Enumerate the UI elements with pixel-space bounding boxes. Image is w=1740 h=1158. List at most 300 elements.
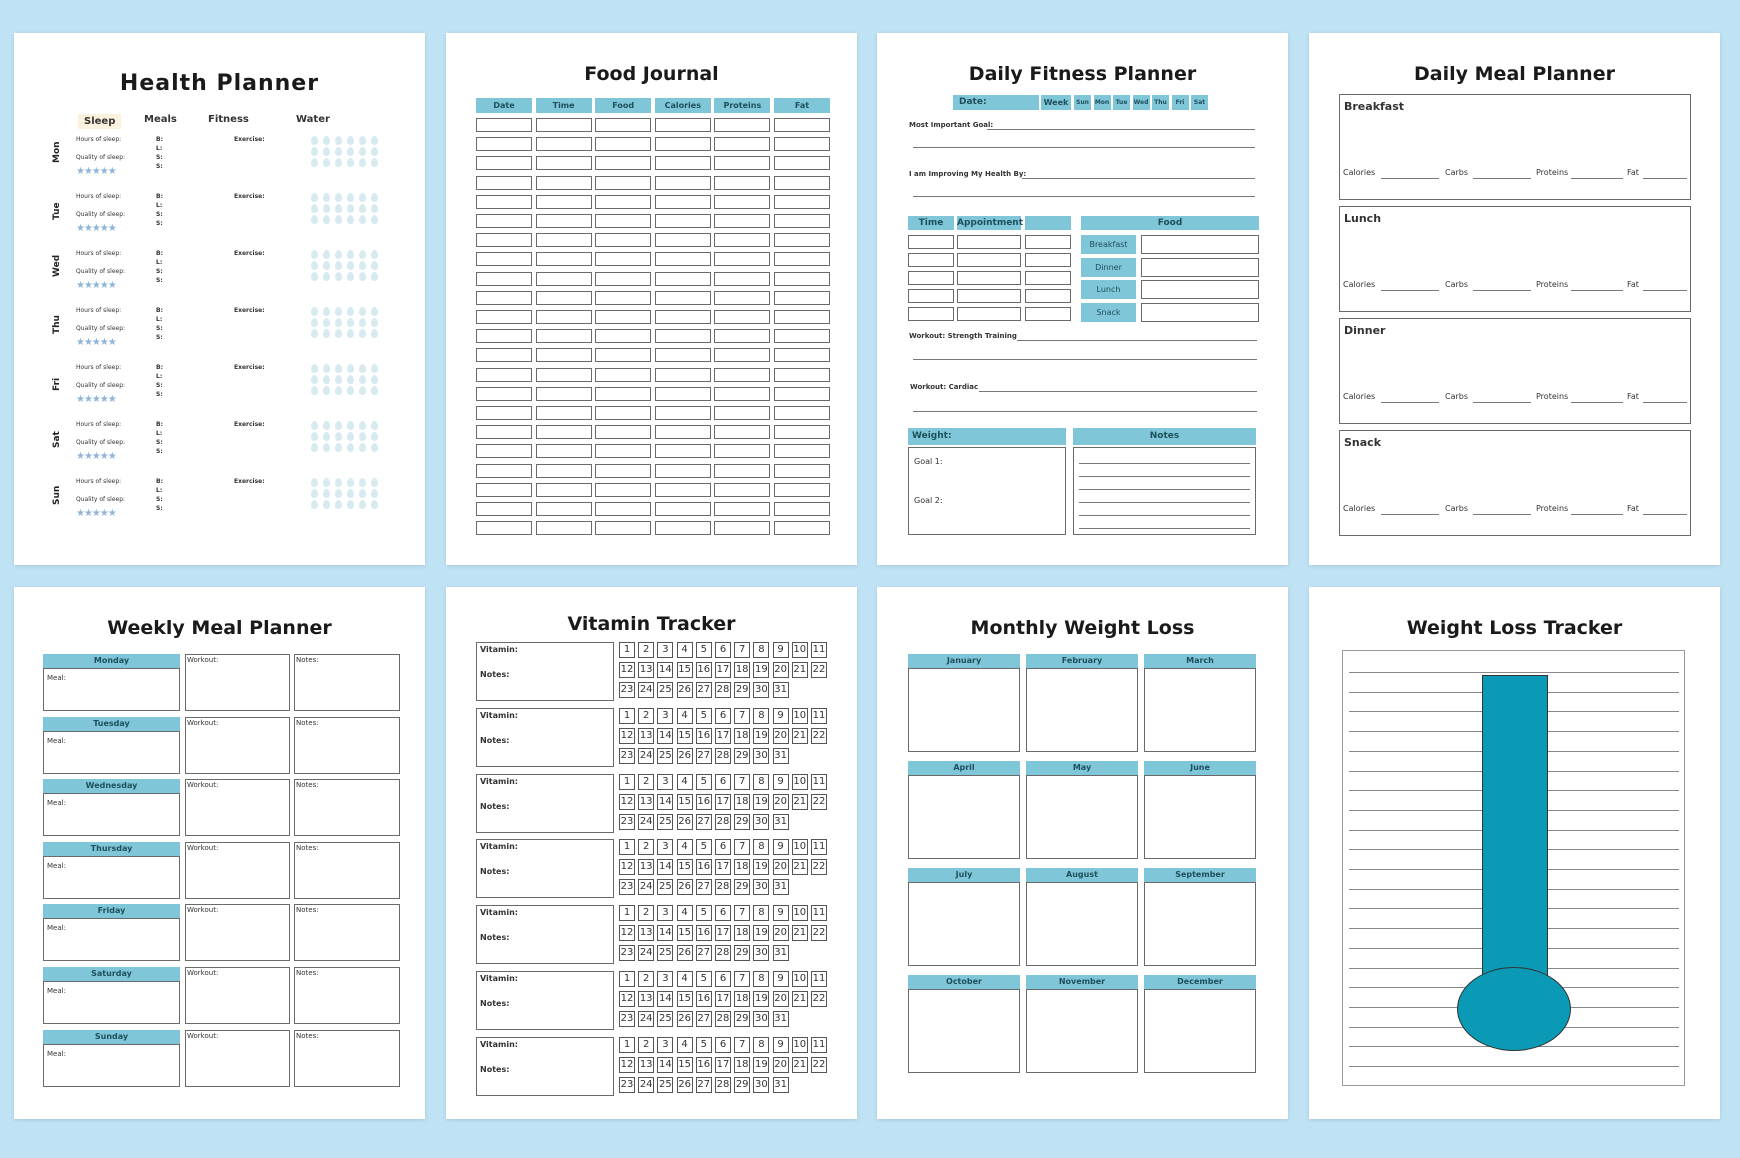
water-drop-icon [323,421,330,430]
day-cell: 18 [734,925,750,941]
water-drop-icon [323,364,330,373]
table-cell [595,118,651,132]
water-drop-icon [311,307,318,316]
weekday-cell: Tue [1113,95,1130,110]
water-drop-icon [371,215,378,224]
water-drop-icon [347,204,354,213]
strength-label: Workout: Strength Training [909,332,1017,340]
water-drop-icon [335,500,342,509]
extra-cell [1025,307,1071,321]
water-drop-icon [359,443,366,452]
day-header: Thursday [43,842,180,856]
proteins-label: Proteins [1536,392,1569,401]
table-cell [655,233,711,247]
monthly-weight-page [877,587,1288,1119]
calories-line [1381,290,1439,291]
day-cell: 4 [677,642,693,658]
day-cell: 1 [619,642,635,658]
table-cell [714,464,770,478]
day-cell: 18 [734,662,750,678]
day-cell: 28 [715,1011,731,1027]
table-cell [714,252,770,266]
table-cell [655,406,711,420]
table-cell [595,329,651,343]
meal-title: Dinner [1344,324,1386,337]
meal-label: B: [156,193,163,200]
day-cell: 10 [792,905,808,921]
goal-line-2 [913,147,1255,148]
table-cell [774,521,830,535]
water-drop-icon [347,272,354,281]
day-cell: 1 [619,839,635,855]
meal-label: S: [156,334,163,341]
day-cell: 3 [657,839,673,855]
quality-label: Quality of sleep: [76,268,126,275]
weight-label: Weight: [912,431,952,441]
water-drop-icon [359,204,366,213]
workout-label: Workout: [187,1031,219,1040]
day-cell: 1 [619,971,635,987]
meal-label: Dinner [1081,258,1136,277]
month-box [1144,989,1256,1073]
table-cell [595,252,651,266]
table-cell [536,272,592,286]
table-cell [714,291,770,305]
table-cell [655,425,711,439]
column-header: Water [296,114,330,125]
table-cell [655,329,711,343]
water-drop-icon [311,375,318,384]
day-cell: 21 [792,1057,808,1073]
meal-label: S: [156,268,163,275]
notes-box [1073,447,1256,535]
day-cell: 16 [696,662,712,678]
table-cell [655,118,711,132]
rating-stars: ★★★★★ [76,166,116,177]
proteins-line [1571,402,1623,403]
water-drop-icon [347,261,354,270]
table-cell [714,425,770,439]
day-cell: 5 [696,971,712,987]
appointment-cell [957,271,1021,285]
day-cell: 14 [657,859,673,875]
table-cell [655,214,711,228]
water-drop-icon [335,478,342,487]
day-cell: 15 [677,662,693,678]
water-drop-icon [335,375,342,384]
water-drop-icon [359,386,366,395]
water-drop-icon [347,329,354,338]
day-cell: 24 [638,682,654,698]
date-header [953,95,1039,110]
table-cell [536,521,592,535]
water-drop-icon [347,500,354,509]
thermometer-tube [1482,675,1548,999]
notes-label: Notes: [296,969,319,977]
goal2-label: Goal 2: [914,496,943,505]
carbs-line [1473,402,1531,403]
meal-label: S: [156,325,163,332]
carbs-label: Carbs [1445,168,1469,177]
workout-label: Workout: [187,781,219,790]
table-cell [595,387,651,401]
month-box [1026,882,1138,966]
table-cell [536,252,592,266]
day-cell: 31 [773,879,789,895]
water-drop-icon [359,272,366,281]
table-cell [714,272,770,286]
water-drop-icon [335,329,342,338]
table-cell [536,291,592,305]
table-cell [536,233,592,247]
water-drop-icon [335,215,342,224]
day-cell: 1 [619,905,635,921]
table-cell [774,329,830,343]
time-cell [908,289,954,303]
table-cell [595,406,651,420]
water-drop-icon [311,272,318,281]
day-cell: 21 [792,728,808,744]
time-cell [908,307,954,321]
table-cell [536,483,592,497]
weekday-cell: Thu [1152,95,1169,110]
day-cell: 29 [734,1077,750,1093]
workout-label: Workout: [187,906,219,915]
improving-line-2 [913,196,1255,197]
calories-label: Calories [1343,504,1376,513]
table-cell [655,502,711,516]
hours-label: Hours of sleep: [76,478,122,485]
page-title: Weekly Meal Planner [107,617,332,639]
day-cell: 18 [734,728,750,744]
tracker-line [1349,1066,1679,1067]
vitamin-notes-label: Notes: [480,933,510,943]
water-drop-icon [371,204,378,213]
meal-label: B: [156,421,163,428]
meal-label: L: [156,202,163,209]
table-cell [774,483,830,497]
day-cell: 28 [715,682,731,698]
vitamin-label: Vitamin: [480,908,518,918]
page-title: Weight Loss Tracker [1406,617,1623,639]
day-cell: 21 [792,662,808,678]
vitamin-label: Vitamin: [480,1039,518,1049]
water-drop-icon [347,158,354,167]
day-cell: 9 [773,642,789,658]
month-header: January [908,654,1020,668]
day-cell: 5 [696,905,712,921]
water-drop-icon [347,478,354,487]
day-cell: 31 [773,814,789,830]
table-cell [655,483,711,497]
water-drop-icon [347,193,354,202]
day-cell: 27 [696,748,712,764]
water-drop-icon [335,158,342,167]
table-cell [774,310,830,324]
day-cell: 4 [677,971,693,987]
day-cell: 8 [753,774,769,790]
day-header: Sunday [43,1030,180,1044]
day-cell: 9 [773,774,789,790]
day-cell: 30 [753,748,769,764]
table-cell [476,233,532,247]
day-cell: 20 [773,1057,789,1073]
water-drop-icon [311,421,318,430]
water-drop-icon [371,489,378,498]
date-label: Date: [959,97,987,107]
day-cell: 29 [734,748,750,764]
meal-cell [1141,235,1259,254]
day-cell: 21 [792,794,808,810]
day-cell: 17 [715,859,731,875]
day-cell: 18 [734,794,750,810]
table-cell [774,425,830,439]
month-header: October [908,975,1020,989]
day-cell: 27 [696,814,712,830]
day-cell: 1 [619,1037,635,1053]
day-cell: 29 [734,682,750,698]
time-cell [908,271,954,285]
water-drop-icon [359,250,366,259]
water-drop-icon [359,215,366,224]
water-drop-icon [359,158,366,167]
table-header: Fat [774,98,830,113]
meal-label: B: [156,364,163,371]
extra-cell [1025,235,1071,249]
month-header: August [1026,868,1138,882]
day-cell: 15 [677,1057,693,1073]
day-header: Saturday [43,967,180,981]
meal-label: L: [156,430,163,437]
day-cell: 7 [734,774,750,790]
appointment-cell [957,289,1021,303]
water-drop-icon [335,307,342,316]
day-cell: 14 [657,991,673,1007]
notes-line [1079,515,1250,516]
day-cell: 5 [696,642,712,658]
day-cell: 3 [657,642,673,658]
water-drop-icon [311,215,318,224]
vitamin-label: Vitamin: [480,645,518,654]
weekday-cell: Fri [1172,95,1189,110]
quality-label: Quality of sleep: [76,325,126,332]
water-drop-icon [311,364,318,373]
table-cell [774,252,830,266]
table-cell [595,444,651,458]
day-cell: 12 [619,728,635,744]
day-cell: 25 [657,748,673,764]
day-cell: 6 [715,642,731,658]
day-label: Wed [52,254,62,277]
table-cell [774,348,830,362]
calories-line [1381,402,1439,403]
table-cell [655,252,711,266]
day-cell: 16 [696,859,712,875]
day-header: Monday [43,654,180,668]
blank-header [1025,216,1071,230]
vitamin-notes-label: Notes: [480,670,510,679]
day-cell: 14 [657,728,673,744]
meal-title: Lunch [1344,212,1382,225]
table-cell [476,176,532,190]
day-cell: 29 [734,879,750,895]
water-drop-icon [311,250,318,259]
table-cell [595,368,651,382]
water-drop-icon [323,329,330,338]
weekday-cell: Sun [1074,95,1091,110]
goal-label: Most Important Goal: [909,121,994,129]
day-cell: 31 [773,1011,789,1027]
water-drop-icon [335,421,342,430]
day-cell: 17 [715,662,731,678]
day-cell: 19 [753,794,769,810]
proteins-line [1571,178,1623,179]
day-cell: 6 [715,839,731,855]
day-label: Fri [52,377,62,391]
water-drop-icon [347,147,354,156]
day-cell: 30 [753,945,769,961]
notes-line [1079,476,1250,477]
table-cell [536,406,592,420]
day-cell: 19 [753,662,769,678]
table-cell [655,195,711,209]
day-cell: 23 [619,945,635,961]
water-drop-icon [323,386,330,395]
meal-title: Breakfast [1344,100,1405,113]
meal-label: S: [156,391,163,398]
hours-label: Hours of sleep: [76,421,122,428]
day-cell: 7 [734,708,750,724]
water-drop-icon [323,432,330,441]
day-cell: 3 [657,971,673,987]
day-cell: 21 [792,991,808,1007]
quality-label: Quality of sleep: [76,382,126,389]
cardio-label: Workout: Cardiac [910,383,979,391]
exercise-label: Exercise: [234,421,265,428]
table-cell [476,272,532,286]
water-drop-icon [311,193,318,202]
day-cell: 25 [657,945,673,961]
day-cell: 12 [619,1057,635,1073]
table-cell [595,156,651,170]
meal-label: B: [156,136,163,143]
water-drop-icon [371,158,378,167]
fat-line [1643,178,1687,179]
workout-label: Workout: [187,656,219,664]
extra-cell [1025,289,1071,303]
water-drop-icon [323,318,330,327]
calories-line [1381,514,1439,515]
day-cell: 10 [792,1037,808,1053]
day-cell: 30 [753,1077,769,1093]
proteins-line [1571,290,1623,291]
hours-label: Hours of sleep: [76,136,122,143]
day-label: Tue [52,202,62,220]
day-cell: 17 [715,728,731,744]
month-header: April [908,761,1020,775]
day-cell: 10 [792,839,808,855]
meal-label: B: [156,307,163,314]
day-cell: 19 [753,728,769,744]
day-cell: 3 [657,1037,673,1053]
water-drop-icon [359,375,366,384]
meal-label: S: [156,496,163,503]
day-cell: 20 [773,991,789,1007]
day-cell: 8 [753,971,769,987]
month-box [1144,668,1256,752]
water-drop-icon [335,193,342,202]
table-cell [655,137,711,151]
table-cell [655,291,711,305]
day-cell: 24 [638,1011,654,1027]
table-cell [476,483,532,497]
table-cell [714,310,770,324]
tracker-line [1349,672,1679,673]
water-drop-icon [335,272,342,281]
day-cell: 5 [696,839,712,855]
rating-stars: ★★★★★ [76,337,116,348]
day-cell: 1 [619,774,635,790]
water-drop-icon [359,432,366,441]
calories-label: Calories [1343,168,1376,177]
water-drop-icon [371,193,378,202]
table-cell [655,272,711,286]
day-cell: 11 [811,839,827,855]
cardio-line-2 [913,411,1257,412]
appointment-cell [957,307,1021,321]
water-drop-icon [347,136,354,145]
day-cell: 26 [677,945,693,961]
vitamin-label: Vitamin: [480,776,518,786]
table-cell [655,387,711,401]
meal-label: L: [156,373,163,380]
meal-label: S: [156,439,163,446]
table-cell [774,195,830,209]
table-cell [536,444,592,458]
meal-label: S: [156,220,163,227]
meal-label: Meal: [47,674,66,682]
day-cell: 25 [657,1011,673,1027]
table-cell [595,483,651,497]
day-cell: 13 [638,1057,654,1073]
table-cell [774,444,830,458]
day-cell: 26 [677,879,693,895]
water-drop-icon [371,147,378,156]
extra-cell [1025,271,1071,285]
day-cell: 5 [696,1037,712,1053]
calories-label: Calories [1343,392,1376,401]
workout-label: Workout: [187,843,219,852]
day-cell: 4 [677,708,693,724]
goal-line [987,129,1255,130]
water-drop-icon [311,147,318,156]
water-drop-icon [335,386,342,395]
quality-label: Quality of sleep: [76,211,126,218]
day-cell: 25 [657,1077,673,1093]
day-cell: 9 [773,839,789,855]
meal-label: Breakfast [1081,235,1136,254]
water-drop-icon [335,318,342,327]
workout-label: Workout: [187,718,219,727]
meal-label: S: [156,211,163,218]
water-drop-icon [311,136,318,145]
day-cell: 20 [773,662,789,678]
day-header: Tuesday [43,717,180,731]
day-cell: 4 [677,905,693,921]
water-drop-icon [347,215,354,224]
water-drop-icon [311,318,318,327]
day-cell: 15 [677,991,693,1007]
